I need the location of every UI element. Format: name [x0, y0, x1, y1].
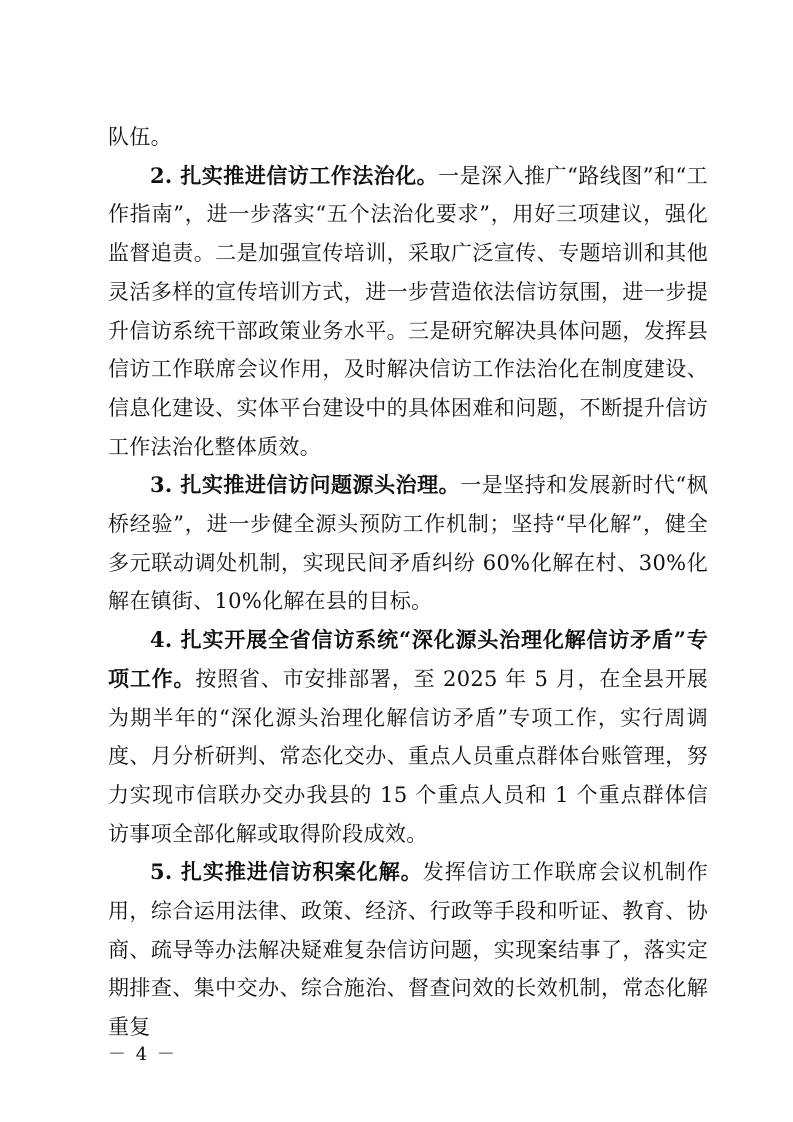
paragraph-text: 队伍。	[108, 125, 172, 149]
paragraph-backlog-resolution	[108, 853, 708, 1047]
page-number: － 4 －	[108, 1044, 177, 1065]
paragraph-heading: 3. 扎实推进信访问题源头治理。	[150, 472, 461, 498]
paragraph-rule-of-law	[108, 157, 708, 467]
paragraph-text: 发挥信访工作联席会议机制作用，综合运用法律、政策、经济、行政等手段和听证、教育、协商、疏导等办法解决疑难复杂信访问题，实现案结事了，落实定期排查、集中交办、综合施治、督查问效的长效机制，常态化解重复	[108, 860, 708, 1040]
paragraph-special-campaign	[108, 621, 708, 853]
paragraph-heading: 2. 扎实推进信访工作法治化。	[150, 162, 439, 188]
paragraph-heading: 5. 扎实推进信访积案化解。	[150, 859, 423, 885]
paragraph-heading: 4. 扎实开展全省信访系统“深化源头治理化解信访矛盾”专项工作。	[108, 627, 708, 691]
paragraph-source-governance	[108, 466, 708, 621]
body-text	[108, 118, 708, 1047]
paragraph-text: 一是坚持和发展新时代“枫桥经验”，进一步健全源头预防工作机制；坚持“早化解”，健全多元联动调处机制，实现民间矛盾纠纷 60%化解在村、30%化解在镇街、10%化解在县的目标。	[108, 473, 708, 614]
paragraph-text: 一是深入推广“路线图”和“工作指南”，进一步落实“五个法治化要求”，用好三项建议，强化监督追责。二是加强宣传培训，采取广泛宣传、专题培训和其他灵活多样的宣传培训方式，进一步营造依法信访氛围，进一步提升信访系统干部政策业务水平。三是研究解决具体问题，发挥县信访工作联席会议作用，及时解决信访工作法治化在制度建设、信息化建设、实体平台建设中的具体困难和问题，不断提升信访工作法治化整体质效。	[108, 163, 708, 459]
paragraph-continuation	[108, 118, 708, 157]
paragraph-text: 按照省、市安排部署，至 2025 年 5 月，在全县开展为期半年的“深化源头治理化解信访矛盾”专项工作，实行周调度、月分析研判、常态化交办、重点人员重点群体台账管理，努力实现市信联办交办我县的 15 个重点人员和 1 个重点群体信访事项全部化解或取得阶段成效。	[108, 666, 709, 846]
